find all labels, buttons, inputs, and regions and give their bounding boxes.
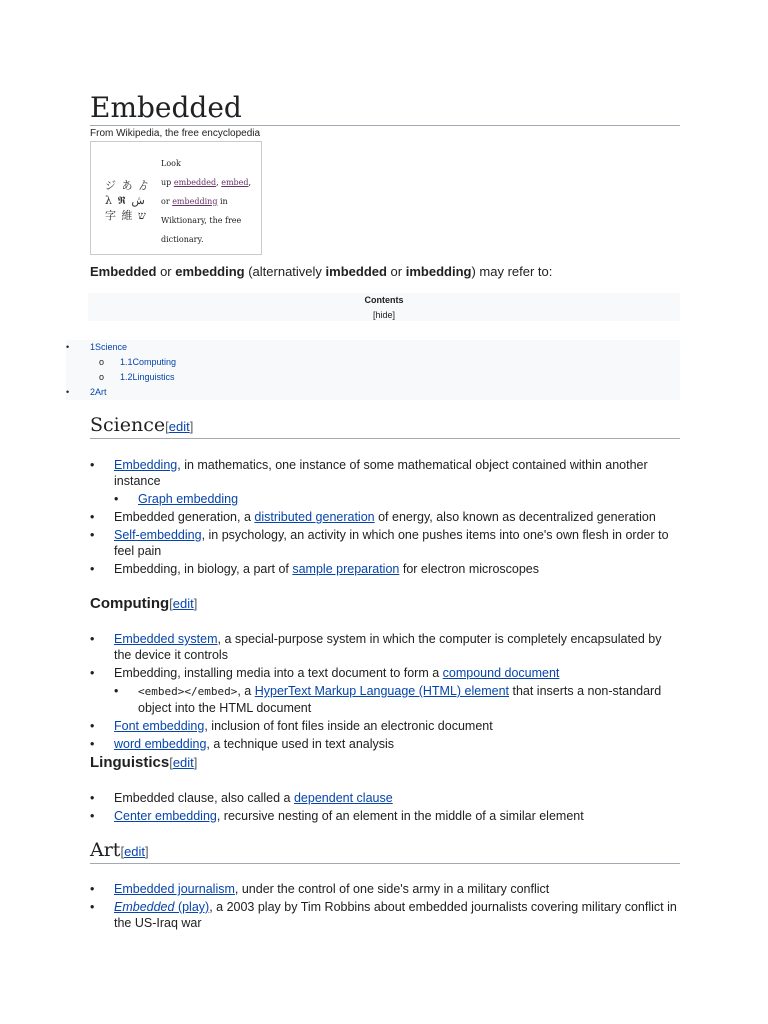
computing-list [90, 631, 682, 754]
item-text: , a technique used in text analysis [206, 737, 395, 751]
wikt-link-embed[interactable]: embed [221, 178, 249, 187]
item-link[interactable]: Embedding [114, 458, 178, 472]
item-text: , a special-purpose system in which the computer is completely encapsulated by the device it controls [114, 632, 662, 662]
list-item [90, 509, 682, 525]
list-item [90, 881, 682, 897]
item-link[interactable]: word embedding [114, 737, 207, 751]
sub-list-item [114, 683, 682, 716]
wikt-up: up [161, 178, 172, 187]
wikt-rest: Wiktionary, the free dictionary. [161, 216, 242, 244]
item-text: , inclusion of font files inside an electronic document [204, 719, 493, 733]
intro-text: ) may refer to: [471, 264, 553, 279]
intro-term: imbedded [325, 264, 387, 279]
toc-bullet: o [99, 372, 105, 382]
item-text: Embedding, installing media into a text document to form a [114, 666, 443, 680]
item-link[interactable]: Embedded journalism [114, 882, 235, 896]
science-list [90, 457, 682, 579]
wiktionary-box [90, 141, 262, 255]
heading-text: Computing [90, 595, 170, 612]
linguistics-list [90, 790, 682, 826]
item-text: that inserts a non-standard object into the HTML document [138, 684, 662, 715]
toc-title: Contents [364, 295, 404, 305]
item-text: , a [237, 684, 255, 698]
toc-bullet: o [99, 357, 105, 367]
list-item [90, 808, 682, 824]
wikt-in: in [219, 197, 228, 206]
item-link[interactable]: Center embedding [114, 809, 217, 823]
list-item [90, 790, 682, 806]
item-text: , in mathematics, one instance of some mathematical object contained within another instance [114, 458, 648, 488]
item-link[interactable]: compound document [442, 666, 560, 680]
item-text: , a 2003 play by Tim Robbins about embedded journalists covering military conflict in the US-Iraq war [114, 900, 677, 930]
item-text: , recursive nesting of an element in the middle of a similar element [216, 809, 584, 823]
section-heading-linguistics [90, 754, 197, 771]
section-divider [90, 863, 680, 864]
sub-list [114, 491, 682, 507]
item-text: , under the control of one side's army in a military conflict [234, 882, 550, 896]
item-link[interactable]: Graph embedding [138, 492, 239, 506]
edit-link[interactable]: [edit] [169, 596, 198, 611]
wiktionary-text [161, 154, 259, 249]
site-tagline: From Wikipedia, the free encyclopedia [90, 128, 261, 139]
toc-link[interactable]: 1Science [90, 342, 128, 352]
list-item [90, 718, 682, 734]
heading-text: Linguistics [90, 754, 170, 771]
toc-item[interactable] [66, 385, 680, 400]
section-heading-art [90, 839, 149, 861]
item-link[interactable]: dependent clause [293, 791, 393, 805]
edit-link[interactable]: [edit] [169, 755, 198, 770]
item-link-play[interactable]: Embedded (play) [114, 900, 210, 914]
art-list [90, 881, 682, 933]
intro-term: Embedded [90, 264, 157, 279]
toc-link[interactable]: 2Art [90, 387, 107, 397]
list-item [90, 665, 682, 716]
section-heading-science [90, 414, 193, 436]
toc-item[interactable] [66, 340, 680, 355]
list-item [90, 457, 682, 507]
intro-term: embedding [175, 264, 245, 279]
item-link[interactable]: sample preparation [292, 562, 400, 576]
item-link[interactable]: Font embedding [114, 719, 205, 733]
item-link[interactable]: HyperText Markup Language (HTML) element [254, 684, 509, 698]
item-text: of energy, also known as decentralized generation [374, 510, 656, 524]
list-item [90, 561, 682, 577]
sub-list [114, 683, 682, 716]
section-heading-computing [90, 595, 197, 612]
page-title: Embedded [90, 91, 242, 124]
edit-link[interactable]: [edit] [165, 419, 194, 434]
item-text: Embedded generation, a [114, 510, 255, 524]
list-item [90, 527, 682, 559]
list-item [90, 899, 682, 931]
list-item [90, 736, 682, 752]
item-text: Embedded clause, also called a [114, 791, 294, 805]
intro-paragraph [90, 264, 552, 279]
sub-list-item [114, 491, 682, 507]
title-divider [90, 125, 680, 126]
toc-item[interactable] [66, 355, 680, 370]
item-text: for electron microscopes [399, 562, 540, 576]
item-text: , in psychology, an activity in which one pushes items into one's own flesh in order to feel pain [114, 528, 669, 558]
toc-item[interactable] [66, 370, 680, 385]
item-link[interactable]: Self-embedding [114, 528, 202, 542]
toc-bullet: • [66, 387, 70, 397]
intro-text: (alternatively [244, 264, 326, 279]
heading-text: Science [90, 414, 166, 436]
intro-text: or [156, 264, 176, 279]
section-divider [90, 438, 680, 439]
wikt-or: or [161, 197, 170, 206]
wiktionary-logo-icon: ジ あ ゟ λ 𝕽 ش 字 維 ש [105, 179, 150, 222]
toc-hide-toggle[interactable]: [hide] [372, 310, 396, 320]
toc-bullet: • [66, 342, 70, 352]
toc-list [66, 340, 680, 400]
toc-box [88, 293, 680, 321]
wikt-comma: , [216, 178, 219, 187]
wikt-comma: , [248, 178, 252, 187]
list-item [90, 631, 682, 663]
item-link[interactable]: distributed generation [254, 510, 375, 524]
item-link[interactable]: Embedded system [114, 632, 218, 646]
toc-link[interactable]: 1.2Linguistics [120, 372, 175, 382]
wikt-link-embedding[interactable]: embedding [172, 197, 218, 206]
intro-text: or [386, 264, 406, 279]
wikt-link-embedded[interactable]: embedded [173, 178, 217, 187]
heading-text: Art [90, 839, 121, 861]
item-text: Embedding, in biology, a part of [114, 562, 293, 576]
wikt-look: Look [161, 159, 181, 168]
code-snippet: <embed></embed> [138, 685, 238, 698]
toc-link[interactable]: 1.1Computing [120, 357, 177, 367]
intro-term: imbedding [405, 264, 472, 279]
edit-link[interactable]: [edit] [120, 844, 149, 859]
